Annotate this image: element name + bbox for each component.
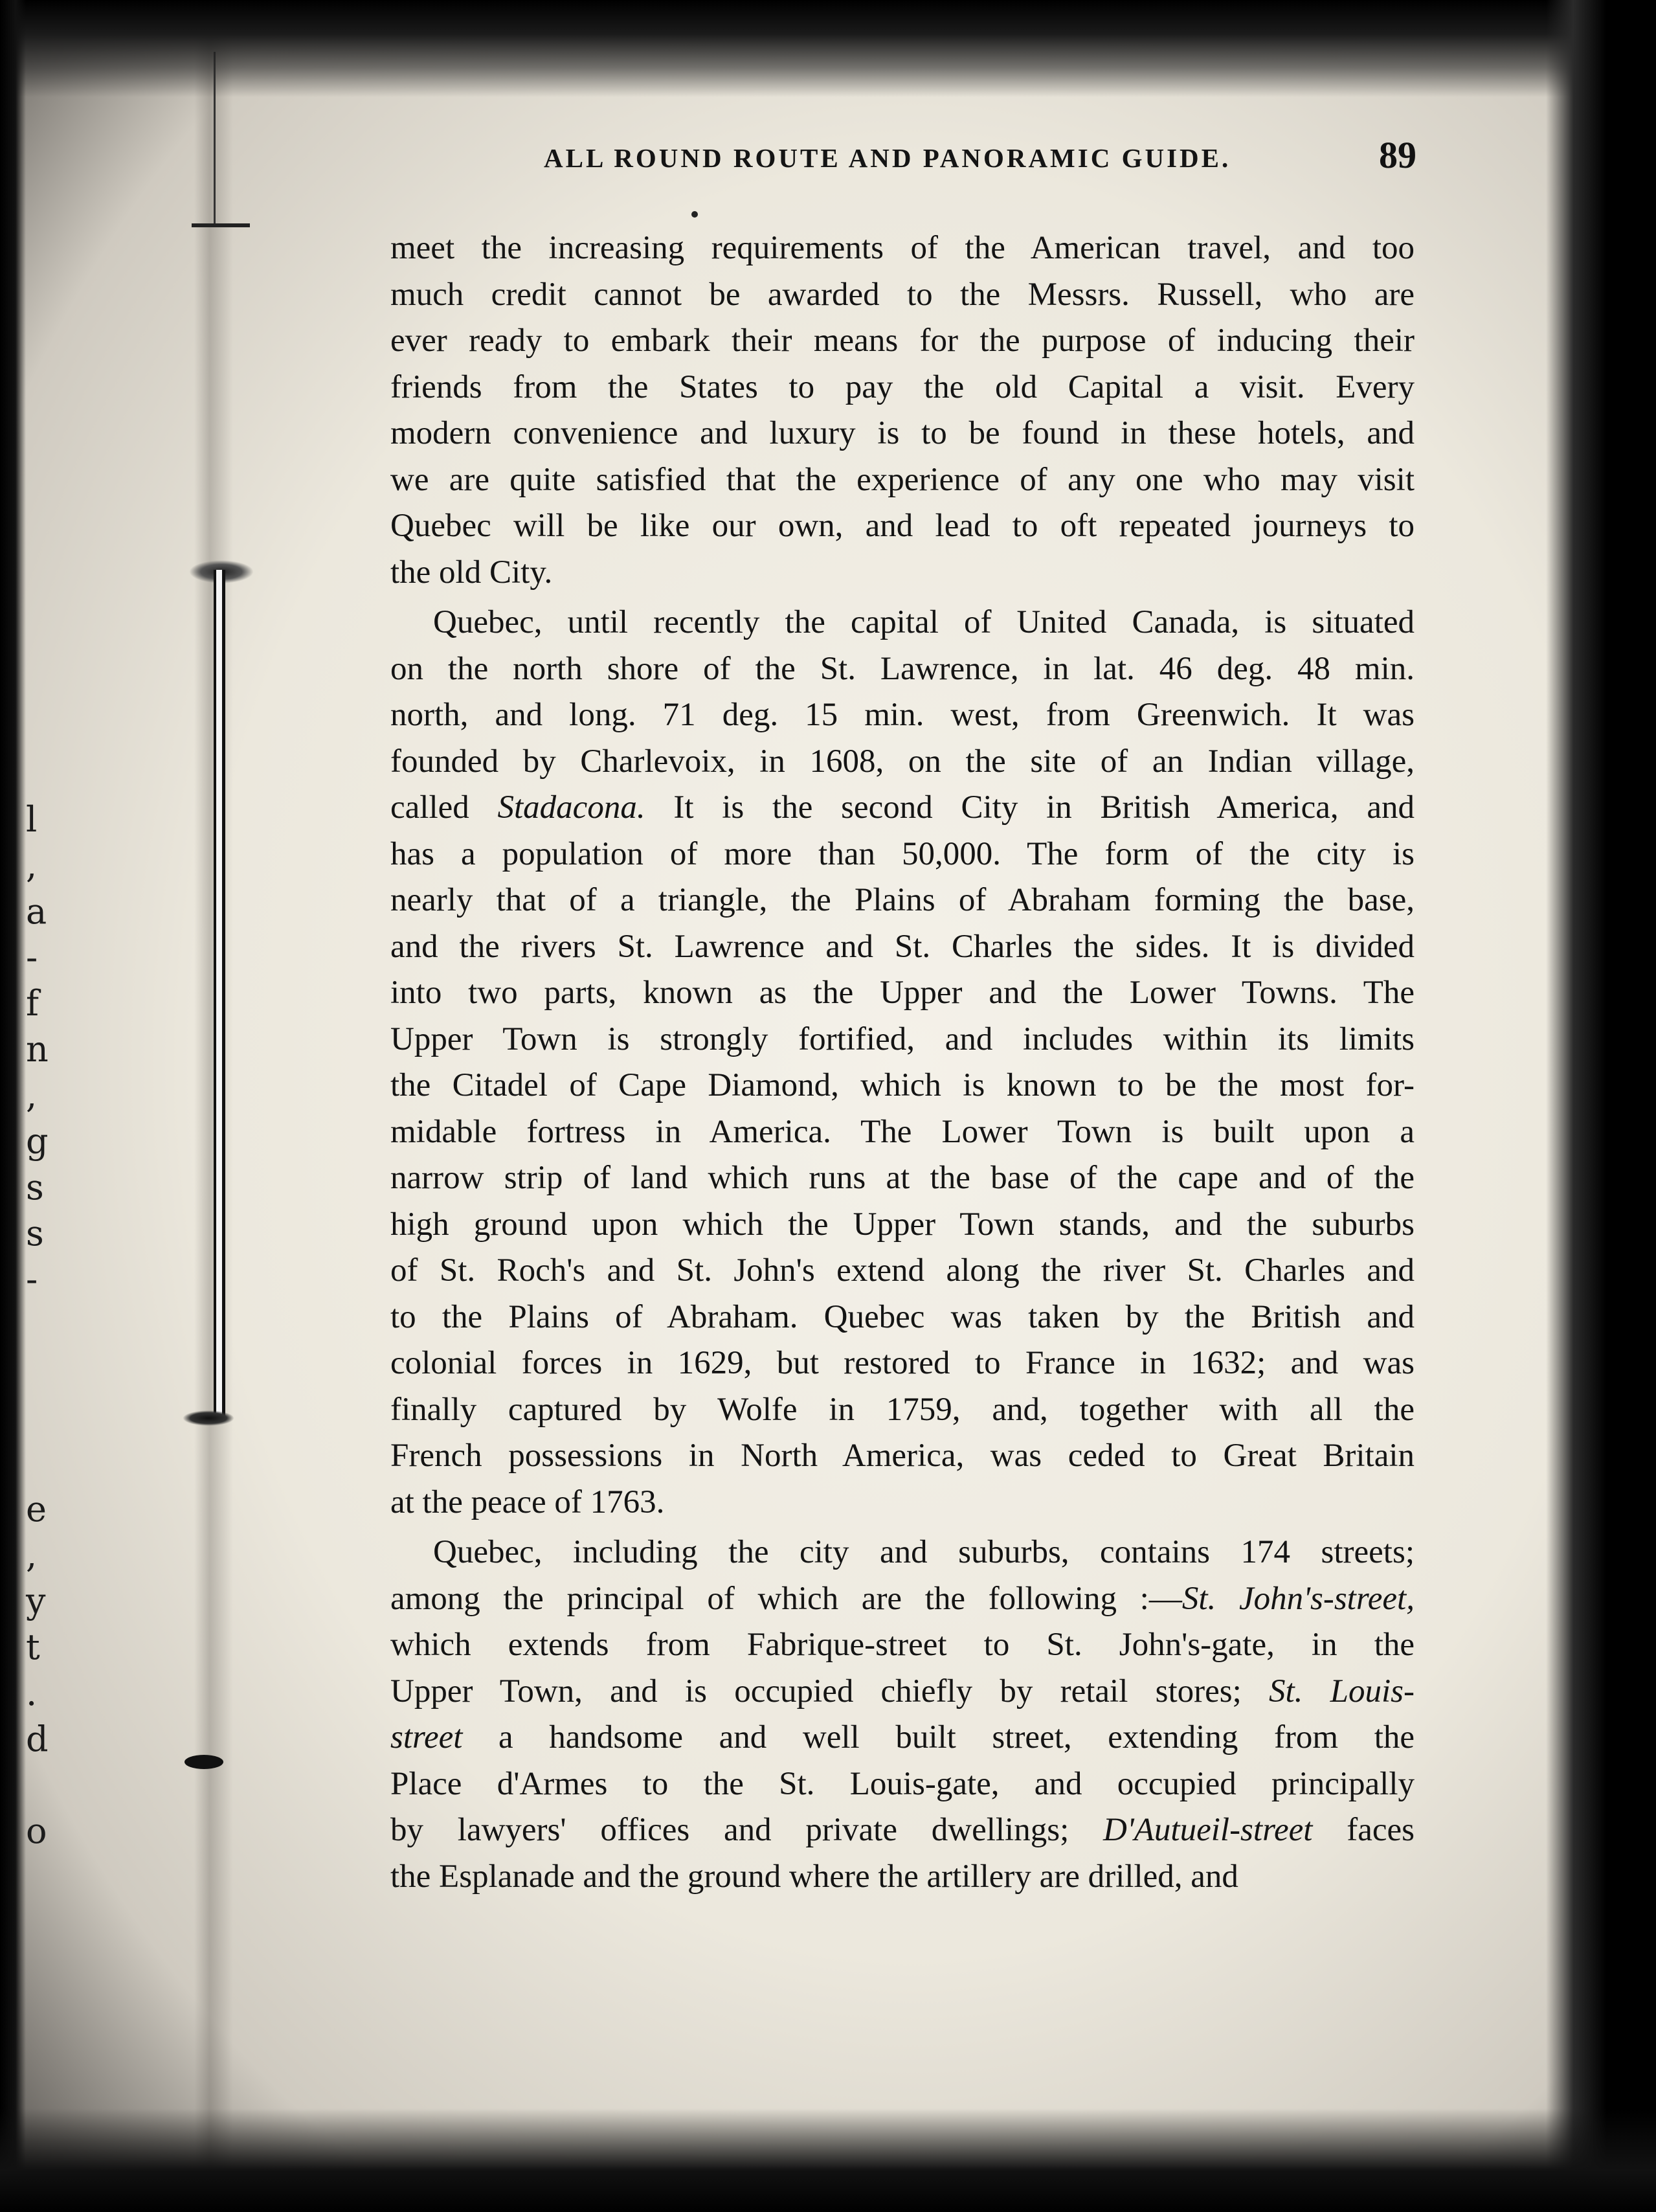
scan-edge-left xyxy=(0,0,26,2212)
ink-speck xyxy=(691,211,698,218)
text-line: which extends from Fabrique-street to St. John's-gate, in the xyxy=(390,1627,1415,1663)
text-segment: by lawyers' offices and private dwellings; xyxy=(390,1812,1104,1848)
text-line: much credit cannot be awarded to the Messrs. Russell, who are xyxy=(390,276,1415,313)
margin-fragment: a xyxy=(26,891,47,932)
paragraph xyxy=(390,225,1415,596)
text-line xyxy=(390,785,1415,831)
text-line: the old City. xyxy=(390,554,553,591)
binding-thread xyxy=(214,570,225,1418)
text-line: the Citadel of Cape Diamond, which is known to be the most for- xyxy=(390,1067,1415,1103)
margin-fragment: , xyxy=(26,1535,38,1575)
margin-fragment: g xyxy=(26,1121,49,1162)
italic-text: St. Louis- xyxy=(1268,1673,1415,1710)
text-line xyxy=(390,1807,1415,1854)
text-line: ever ready to embark their means for the purpose of inducing their xyxy=(390,322,1415,359)
text-segment: Upper Town, and is occupied chiefly by retail stores; xyxy=(390,1673,1269,1710)
text-segment: It is the second City in British America, and xyxy=(645,789,1415,826)
text-line: the Esplanade and the ground where the artillery are drilled, and xyxy=(390,1858,1238,1895)
text-line xyxy=(390,1576,1415,1623)
text-segment: a handsome and well built street, extending from the xyxy=(462,1719,1415,1755)
margin-fragment xyxy=(26,1440,52,1486)
text-segment: called xyxy=(390,789,498,826)
previous-page-margin-fragments xyxy=(26,796,52,1851)
scan-edge-right xyxy=(1546,0,1656,2212)
binding-mark xyxy=(192,223,250,227)
page-number: 89 xyxy=(1379,134,1416,176)
text-line: on the north shore of the St. Lawrence, in lat. 46 deg. 48 min. xyxy=(390,650,1415,687)
text-line: French possessions in North America, was ceded to Great Britain xyxy=(390,1438,1415,1474)
margin-fragment: n xyxy=(26,1029,49,1070)
text-line: finally captured by Wolfe in 1759, and, together with all the xyxy=(390,1391,1415,1428)
margin-fragment: l xyxy=(26,799,38,840)
text-line: Quebec, until recently the capital of United Canada, is situated xyxy=(433,604,1415,640)
margin-fragment: o xyxy=(26,1811,47,1851)
paragraph xyxy=(390,1529,1415,1900)
text-line: midable fortress in America. The Lower Town is built upon a xyxy=(390,1113,1415,1150)
margin-fragment: - xyxy=(26,937,38,978)
text-line: Quebec, including the city and suburbs, contains 174 streets; xyxy=(433,1534,1415,1570)
running-head: ALL ROUND ROUTE AND PANORAMIC GUIDE. xyxy=(544,143,1231,173)
text-line: north, and long. 71 deg. 15 min. west, from Greenwich. It was xyxy=(390,697,1415,733)
text-line: nearly that of a triangle, the Plains of Abraham forming the base, xyxy=(390,882,1415,918)
margin-fragment xyxy=(26,1302,52,1348)
margin-fragment: e xyxy=(26,1489,47,1529)
text-segment: faces xyxy=(1312,1812,1415,1848)
text-line: Upper Town is strongly fortified, and includes within its limits xyxy=(390,1021,1415,1057)
text-segment: among the principal of which are the following :— xyxy=(390,1580,1182,1617)
text-line: colonial forces in 1629, but restored to France in 1632; and was xyxy=(390,1345,1415,1381)
margin-fragment: d xyxy=(26,1719,49,1759)
text-line: Place d'Armes to the St. Louis-gate, and occupied principally xyxy=(390,1765,1415,1802)
binding-mark-lower xyxy=(185,1755,223,1769)
margin-fragment xyxy=(26,1394,52,1440)
margin-fragment: , xyxy=(26,845,38,886)
italic-text: St. John's-street, xyxy=(1181,1580,1415,1617)
margin-fragment: - xyxy=(26,1259,38,1300)
text-line: meet the increasing requirements of the American travel, and too xyxy=(390,230,1415,266)
text-line: modern convenience and luxury is to be found in these hotels, and xyxy=(390,415,1415,451)
margin-fragment: s xyxy=(26,1167,44,1208)
binding-thread-knot-bottom xyxy=(183,1410,234,1426)
margin-fragment: y xyxy=(26,1581,46,1621)
text-line: narrow strip of land which runs at the base of the cape and of the xyxy=(390,1160,1415,1196)
text-line: founded by Charlevoix, in 1608, on the site of an Indian village, xyxy=(390,743,1415,780)
text-line: of St. Roch's and St. John's extend along the river St. Charles and xyxy=(390,1252,1415,1289)
margin-fragment: s xyxy=(26,1213,44,1254)
italic-text: street xyxy=(390,1719,463,1755)
margin-fragment: . xyxy=(26,1673,38,1713)
paragraph xyxy=(390,600,1415,1526)
text-line: we are quite satisfied that the experience of any one who may visit xyxy=(390,461,1415,498)
text-line: to the Plains of Abraham. Quebec was taken by the British and xyxy=(390,1298,1415,1335)
text-line xyxy=(390,1669,1415,1715)
margin-fragment: , xyxy=(26,1075,38,1116)
text-line: into two parts, known as the Upper and the Lower Towns. The xyxy=(390,975,1415,1011)
text-line: Quebec will be like our own, and lead to oft repeated journeys to xyxy=(390,508,1415,544)
margin-fragment xyxy=(26,1348,52,1394)
margin-fragment: f xyxy=(26,983,39,1024)
margin-fragment: t xyxy=(26,1627,40,1667)
text-line: friends from the States to pay the old Capital a visit. Every xyxy=(390,368,1415,405)
italic-text: Stadacona. xyxy=(497,789,645,826)
text-line: at the peace of 1763. xyxy=(390,1484,665,1520)
scan-edge-top xyxy=(0,0,1656,97)
italic-text: D'Autueil-street xyxy=(1103,1812,1313,1848)
text-line: and the rivers St. Lawrence and St. Charles the sides. It is divided xyxy=(390,928,1415,965)
body-text xyxy=(390,225,1415,1900)
text-line: has a population of more than 50,000. The form of the city is xyxy=(390,835,1415,872)
scan-edge-bottom xyxy=(0,2108,1656,2212)
text-line: high ground upon which the Upper Town stands, and the suburbs xyxy=(390,1206,1415,1243)
text-line xyxy=(390,1715,1415,1761)
margin-fragment xyxy=(26,1762,52,1808)
